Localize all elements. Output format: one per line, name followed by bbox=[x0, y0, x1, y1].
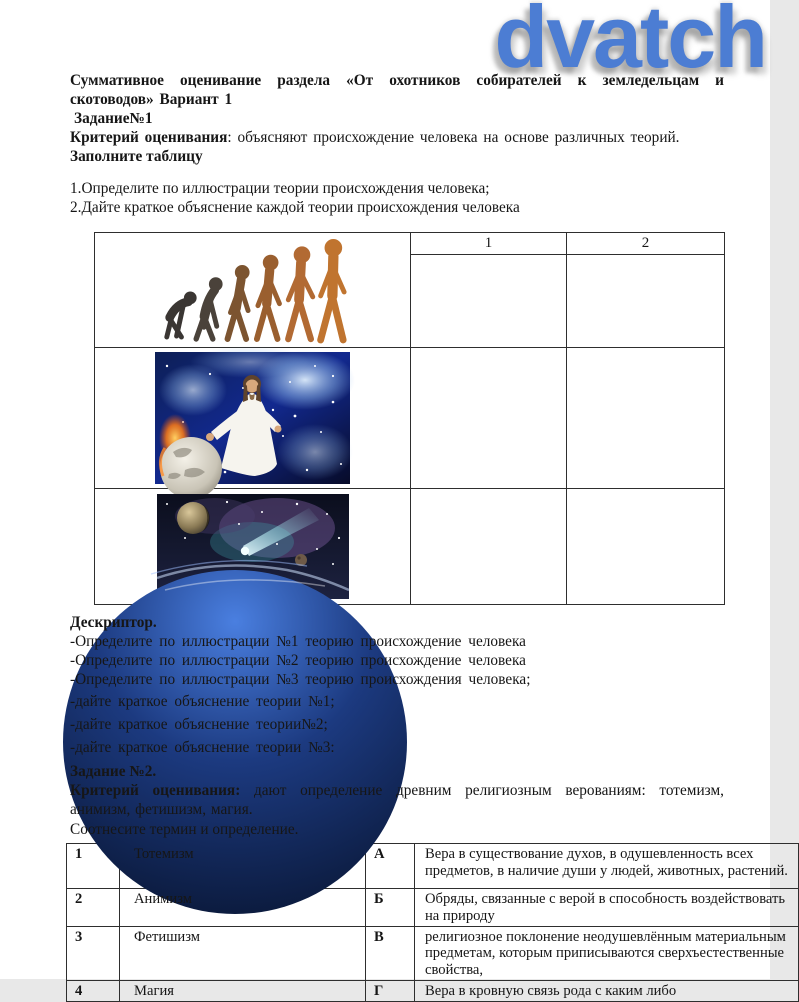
row-number: 1 bbox=[67, 844, 120, 889]
watermark-text: dvatch bbox=[494, 0, 766, 86]
answer-cell bbox=[411, 255, 567, 348]
answer-cell bbox=[567, 255, 725, 348]
answer-cell bbox=[567, 488, 725, 604]
term-cell: Тотемизм bbox=[120, 844, 366, 889]
term-cell: Анимизм bbox=[120, 889, 366, 927]
space-image-cell bbox=[95, 488, 411, 604]
table-row bbox=[95, 347, 725, 488]
column-header-1: 1 bbox=[411, 232, 567, 254]
evolution-image-cell bbox=[95, 232, 411, 347]
letter-cell: В bbox=[366, 926, 415, 980]
document-title: Суммативное оценивание раздела «От охотников собирателей к земледельцам и скотоводов» Вариант 1 bbox=[70, 72, 724, 108]
criteria-label: Критерий оценивания: bbox=[70, 782, 241, 800]
descriptor-line: -дайте краткое объяснение теории №3: bbox=[70, 739, 335, 757]
definition-cell: Вера в существование духов, в одушевленность всех предметов, в наличие души у людей, животных, растений. bbox=[415, 844, 799, 889]
theories-table bbox=[94, 232, 725, 605]
descriptor-line: -дайте краткое объяснение теории№2; bbox=[70, 716, 328, 734]
creation-jesus-illustration bbox=[155, 352, 350, 484]
table-row bbox=[67, 889, 799, 927]
descriptor-heading: Дескриптор. bbox=[70, 613, 157, 631]
descriptor-line: -Определите по иллюстрации №1 теорию происхождение человека bbox=[70, 632, 526, 650]
answer-cell bbox=[411, 488, 567, 604]
row-number: 2 bbox=[67, 889, 120, 927]
table-row bbox=[95, 488, 725, 604]
fill-table-label: Заполните таблицу bbox=[70, 147, 203, 165]
answer-cell bbox=[411, 347, 567, 488]
definition-cell: Обряды, связанные с верой в способность воздействовать на природу bbox=[415, 889, 799, 927]
table-row bbox=[95, 232, 725, 254]
letter-cell: Б bbox=[366, 889, 415, 927]
definition-cell: религиозное поклонение неодушевлённым материальным предметам, которым приписываются сверхъестественные свойства, bbox=[415, 926, 799, 980]
term-cell: Фетишизм bbox=[120, 926, 366, 980]
table-row bbox=[67, 926, 799, 980]
descriptor-line: -дайте краткое объяснение теории №1; bbox=[70, 693, 335, 711]
task2-criteria bbox=[70, 782, 724, 820]
instruction-2: 2.Дайте краткое объяснение каждой теории происхождения человека bbox=[70, 198, 520, 216]
criteria-label: Критерий оценивания bbox=[70, 128, 228, 146]
criteria-text: дают определение древним религиозным верованиям: тотемизм, анимизм, фетишизм, магия. bbox=[70, 782, 724, 819]
term-cell: Магия bbox=[120, 980, 366, 1001]
definition-cell: Вера в кровную связь рода с каким либо bbox=[415, 980, 799, 1001]
row-number: 4 bbox=[67, 980, 120, 1001]
human-evolution-illustration bbox=[155, 235, 351, 345]
creation-image-cell bbox=[95, 347, 411, 488]
task2-heading: Задание №2. bbox=[70, 763, 157, 781]
row-number: 3 bbox=[67, 926, 120, 980]
letter-cell: Г bbox=[366, 980, 415, 1001]
space-comet-illustration bbox=[157, 494, 349, 599]
descriptor-line: -Определите по иллюстрации №3 теорию происхождения человека; bbox=[70, 670, 531, 688]
table-row bbox=[67, 980, 799, 1001]
task1-criteria bbox=[70, 129, 724, 148]
task1-heading: Задание№1 bbox=[74, 109, 153, 127]
column-header-2: 2 bbox=[567, 232, 725, 254]
descriptor-line: -Определите по иллюстрации №2 теорию происхождение человека bbox=[70, 651, 526, 669]
match-instruction: Соотнесите термин и определение. bbox=[70, 821, 299, 839]
document-content bbox=[70, 72, 788, 1002]
instruction-1: 1.Определите по иллюстрации теории происхождения человека; bbox=[70, 179, 490, 197]
criteria-text: : объясняют происхождение человека на основе различных теорий. bbox=[227, 128, 680, 146]
answer-cell bbox=[567, 347, 725, 488]
letter-cell: А bbox=[366, 844, 415, 889]
